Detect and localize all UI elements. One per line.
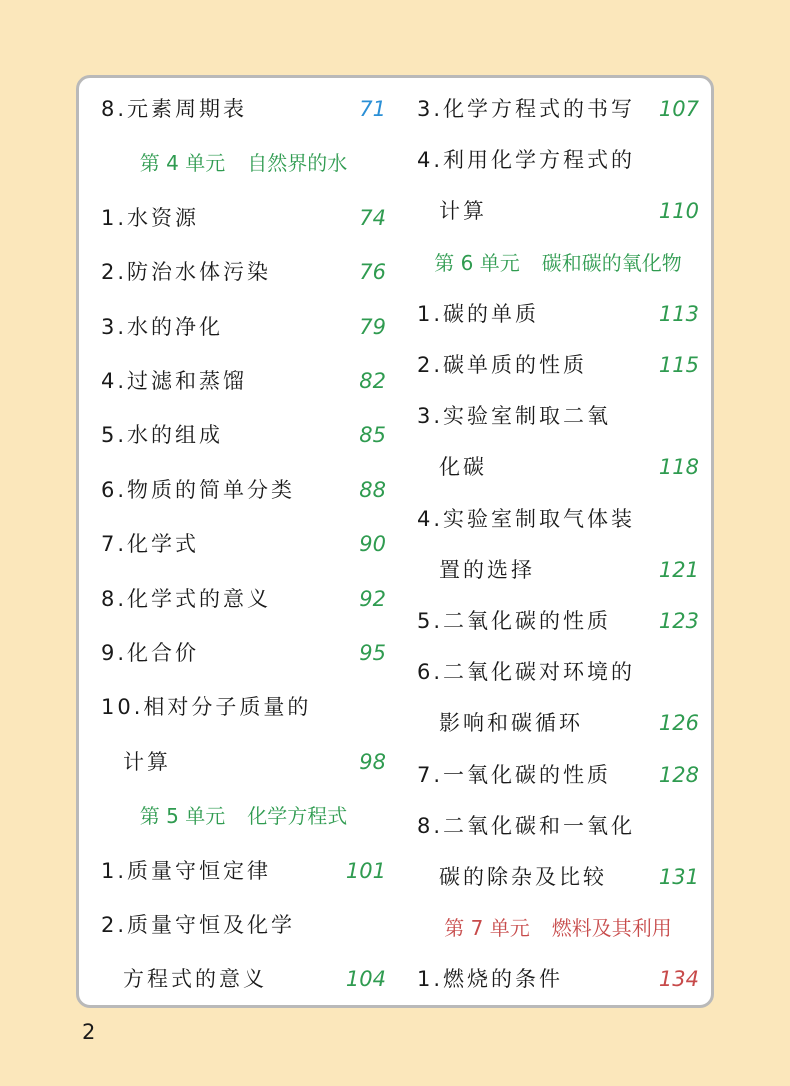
toc-entry [417,755,699,795]
toc-entry-title: 化碳 [439,455,487,480]
page-number: 2 [82,1020,96,1044]
toc-entry [417,140,699,180]
toc-entry-title: 2.防治水体污染 [101,260,272,285]
toc-entry-page-number: 98 [359,749,386,774]
toc-entry-page-number: 126 [658,711,699,736]
unit-heading [417,908,699,948]
toc-card [76,75,714,1008]
toc-entry-page-number: 113 [658,301,699,326]
toc-entry-page-number: 131 [658,865,699,889]
toc-entry-title: 6.物质的简单分类 [101,477,296,502]
toc-entry-title: 2.碳单质的性质 [417,353,588,377]
toc-entry [417,345,699,385]
toc-entry [417,806,699,846]
unit-heading [101,143,386,183]
toc-entry [101,470,386,510]
toc-entry-page-number: 76 [359,260,386,285]
toc-entry-title: 5.二氧化碳的性质 [417,609,612,633]
toc-entry-page-number: 85 [359,423,386,448]
toc-entry-title: 置的选择 [439,557,535,582]
unit-name: 碳和碳的氧化物 [541,250,682,275]
toc-entry-title: 影响和碳循环 [439,711,583,736]
toc-entry [101,198,386,238]
toc-entry-title: 4.过滤和蒸馏 [101,369,248,393]
toc-entry-title: 4.利用化学方程式的 [417,148,636,173]
toc-entry-page-number: 95 [359,641,386,665]
toc-entry-page-number: 74 [359,205,386,230]
toc-entry-page-number: 107 [658,97,699,121]
toc-entry-title: 10.相对分子质量的 [101,695,312,720]
toc-entry [417,959,699,999]
toc-entry-page-number: 79 [359,314,386,339]
toc-entry [101,851,386,891]
toc-entry-title: 碳的除杂及比较 [439,865,607,889]
toc-entry-continuation [417,550,699,590]
toc-entry-title: 9.化合价 [101,641,200,665]
toc-entry [101,252,386,292]
toc-entry-title: 1.水资源 [101,205,200,230]
toc-entry-title: 1.碳的单质 [417,301,540,326]
toc-entry-page-number: 104 [345,967,386,992]
toc-entry [417,396,699,436]
unit-heading [417,243,699,283]
unit-number: 第 5 单元 [139,804,226,829]
toc-entry-title: 8.二氧化碳和一氧化 [417,813,636,838]
toc-entry-page-number: 71 [359,97,386,121]
toc-entry-page-number: 101 [345,858,386,883]
unit-heading [101,796,386,836]
toc-entry-page-number: 88 [359,477,386,502]
toc-entry-page-number: 90 [359,532,386,557]
toc-entry [417,499,699,539]
toc-entry [101,633,386,673]
unit-name: 燃料及其利用 [551,916,672,941]
toc-entry-title: 2.质量守恒及化学 [101,913,296,937]
toc-entry-page-number: 115 [658,353,699,377]
toc-entry [101,524,386,564]
unit-name: 化学方程式 [247,804,348,829]
toc-entry-title: 方程式的意义 [123,967,267,992]
toc-entry-title: 计算 [439,199,487,224]
toc-entry-title: 1.燃烧的条件 [417,967,564,992]
toc-entry-page-number: 82 [359,369,386,393]
toc-entry-page-number: 123 [658,609,699,633]
toc-entry-title: 1.质量守恒定律 [101,858,272,883]
toc-entry-title: 3.实验室制取二氧 [417,404,612,429]
toc-entry-continuation [417,857,699,897]
toc-entry-continuation [417,703,699,743]
toc-entry-page-number: 134 [658,967,699,992]
toc-entry [101,307,386,347]
toc-entry-page-number: 121 [658,557,699,582]
toc-entry-title: 6.二氧化碳对环境的 [417,660,636,685]
toc-entry [417,89,699,129]
toc-entry-continuation [417,191,699,231]
toc-entry-page-number: 128 [658,762,699,787]
toc-entry-title: 8.化学式的意义 [101,586,272,611]
toc-entry-page-number: 92 [359,586,386,611]
unit-number: 第 4 单元 [139,151,226,176]
unit-number: 第 7 单元 [444,916,530,941]
toc-entry [417,652,699,692]
unit-number: 第 6 单元 [434,250,520,275]
toc-entry-title: 8.元素周期表 [101,97,248,121]
toc-entry [101,89,386,129]
toc-entry-title: 7.化学式 [101,532,200,557]
toc-entry [101,905,386,945]
toc-entry-title: 4.实验室制取气体装 [417,506,636,531]
toc-entry-title: 3.水的净化 [101,314,224,339]
toc-entry-title: 计算 [123,749,171,774]
toc-entry [101,361,386,401]
toc-entry-continuation [101,742,386,782]
toc-entry [101,579,386,619]
toc-entry-page-number: 110 [658,199,699,224]
toc-entry-page-number: 118 [658,455,699,480]
toc-entry [417,294,699,334]
toc-entry-continuation [101,959,386,999]
toc-entry [417,601,699,641]
toc-entry-title: 5.水的组成 [101,423,224,448]
toc-entry-continuation [417,447,699,487]
unit-name: 自然界的水 [247,151,348,176]
toc-entry-title: 7.一氧化碳的性质 [417,762,612,787]
toc-entry [101,687,386,727]
toc-entry [101,415,386,455]
toc-entry-title: 3.化学方程式的书写 [417,97,636,121]
